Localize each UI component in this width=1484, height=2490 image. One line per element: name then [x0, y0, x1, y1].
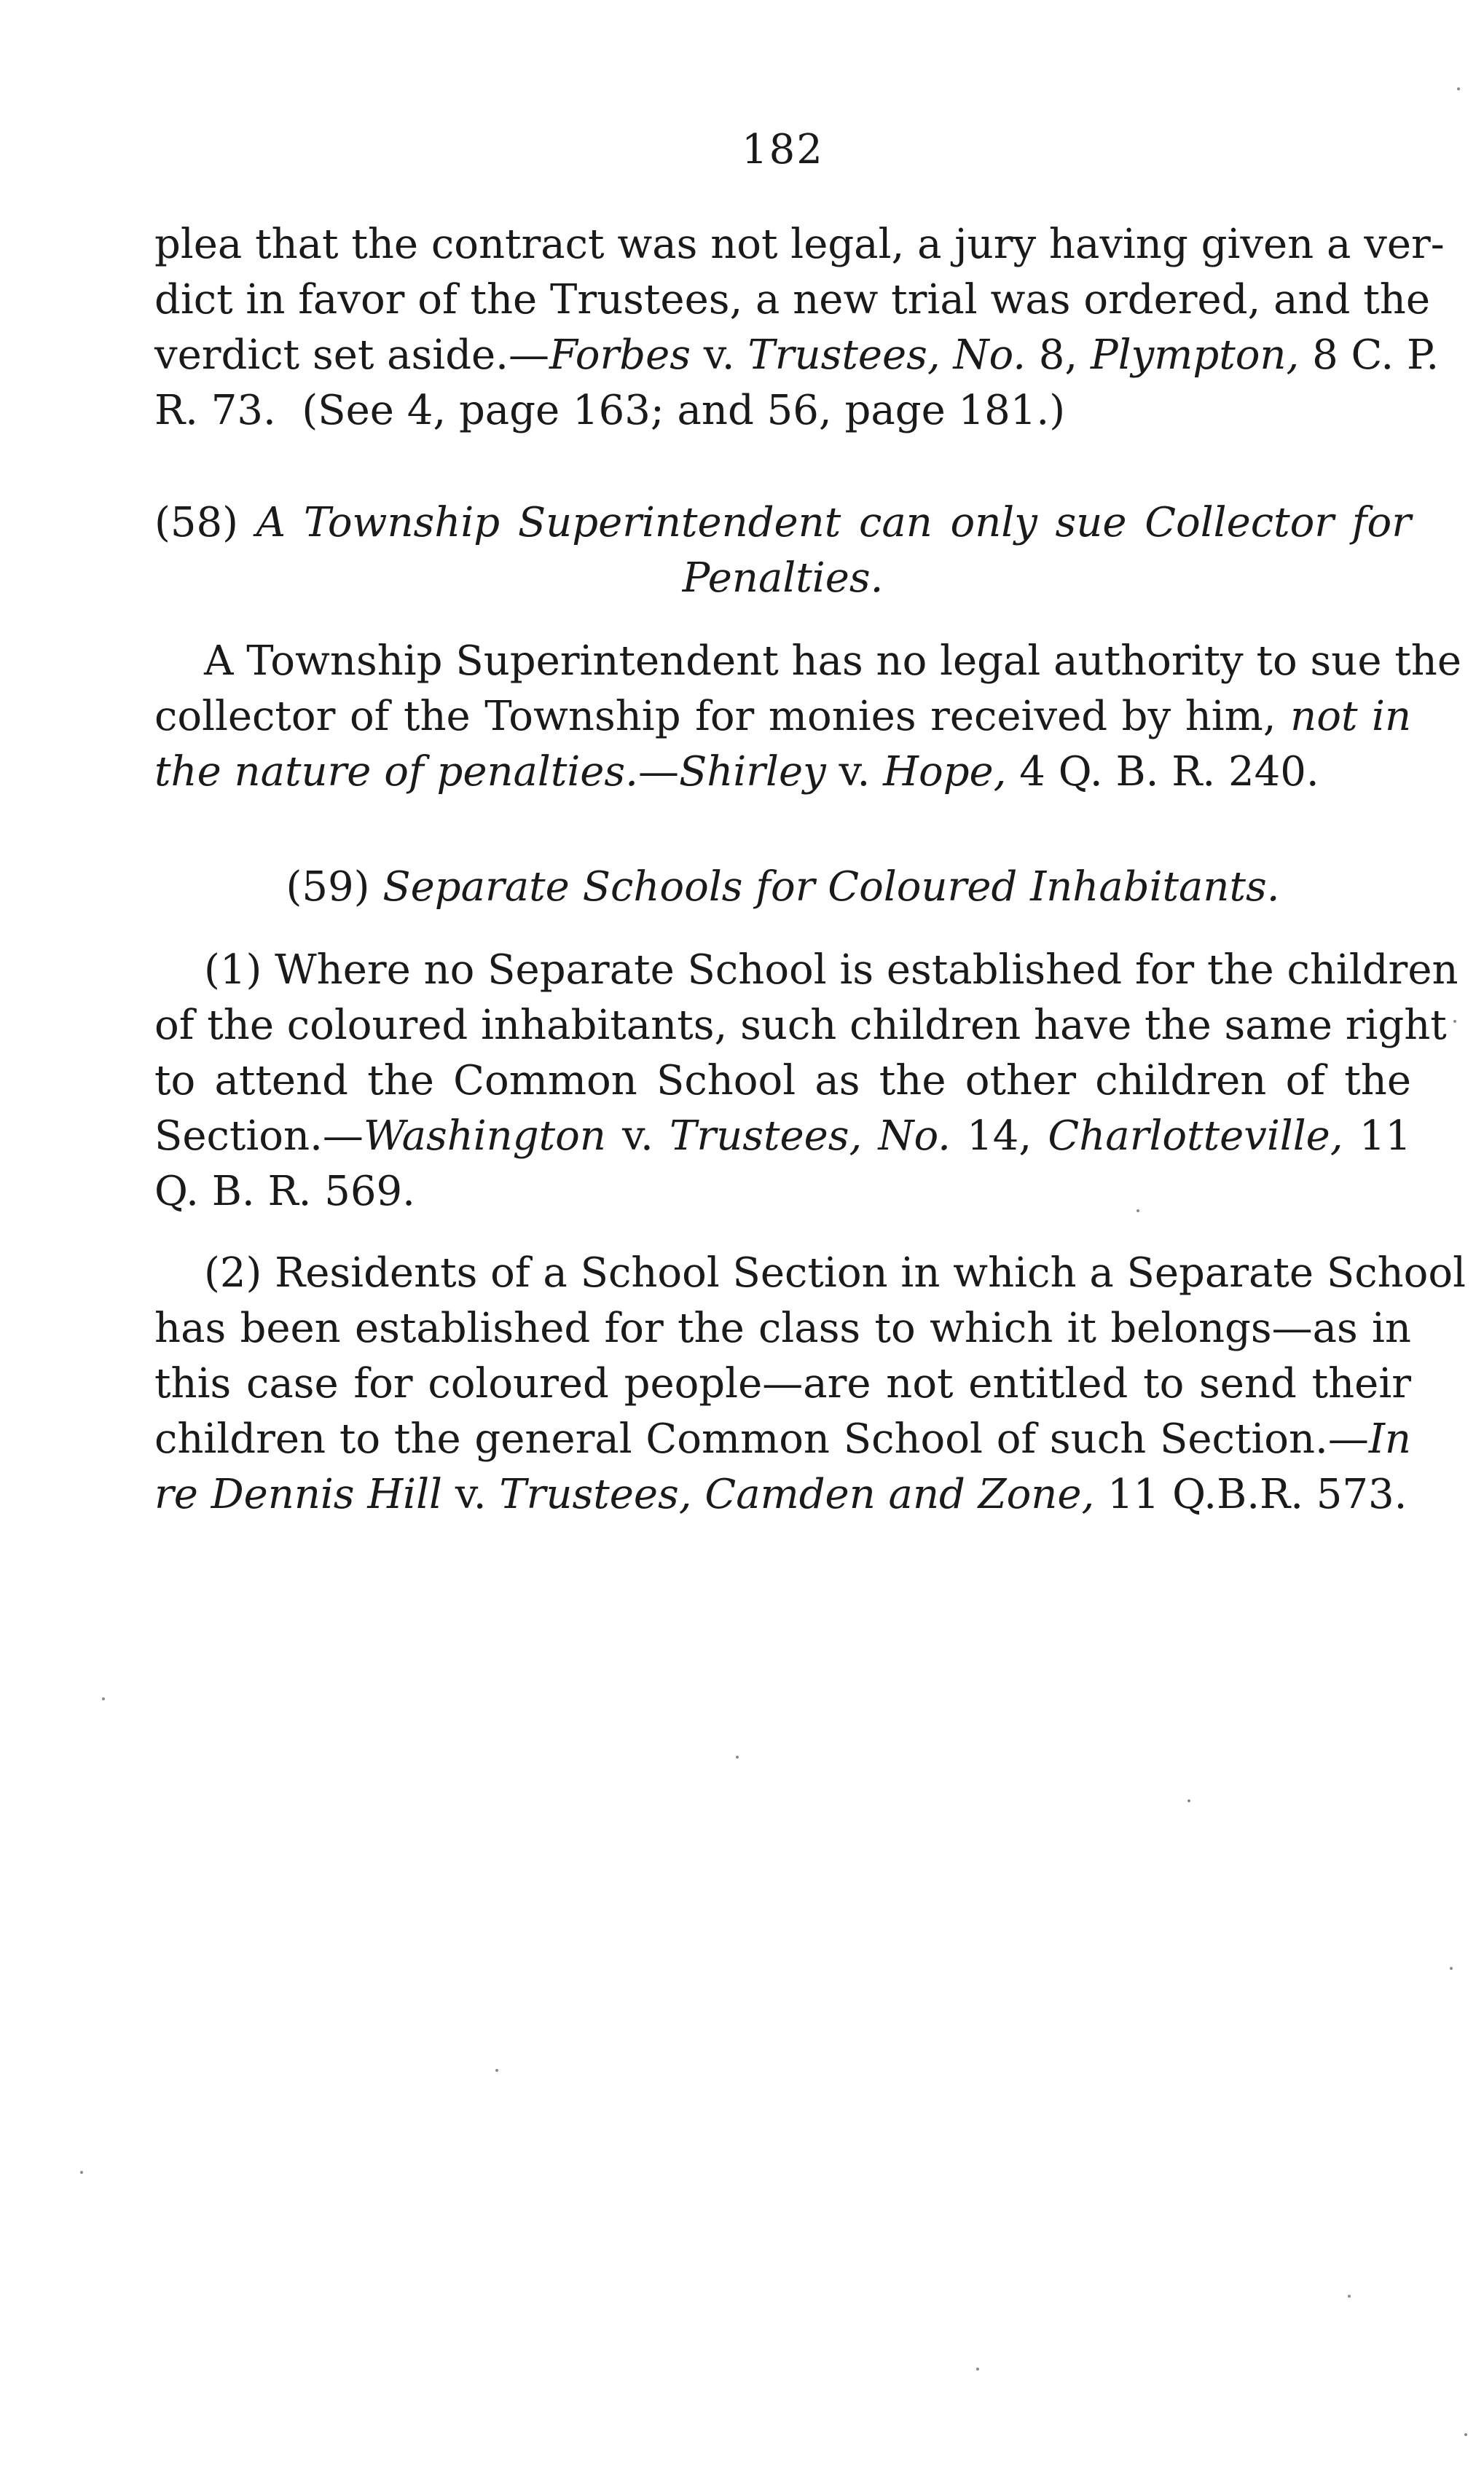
paragraph-line: dict in favor of the Trustees, a new trial was ordered, and the — [154, 276, 1430, 323]
scan-speck — [1348, 2295, 1351, 2298]
section-heading-58: (58) A Township Superintendent can only sue Collector for — [154, 499, 1411, 546]
scan-speck — [736, 1756, 739, 1759]
paragraph-line: Section.—Washington v. Trustees, No. 14, Charlotteville, 11 — [154, 1112, 1411, 1160]
section-heading-59: (59) Separate Schools for Coloured Inhabitants. — [286, 863, 1280, 911]
paragraph-line: plea that the contract was not legal, a jury having given a ver- — [154, 221, 1445, 268]
paragraph-line: to attend the Common School as the other children of the — [154, 1057, 1411, 1104]
paragraph-line: Q. B. R. 569. — [154, 1168, 415, 1215]
scan-speck — [1453, 1020, 1456, 1023]
paragraph-line: verdict set aside.—Forbes v. Trustees, No. 8, Plympton, 8 C. P. — [154, 331, 1440, 379]
scan-speck — [1457, 87, 1460, 90]
paragraph-line: (1) Where no Separate School is established for the children — [204, 946, 1459, 994]
scan-speck — [495, 2069, 498, 2072]
paragraph-line: re Dennis Hill v. Trustees, Camden and Zone, 11 Q.B.R. 573. — [154, 1471, 1408, 1518]
paragraph-line: of the coloured inhabitants, such children have the same right — [154, 1002, 1447, 1049]
paragraph-line: collector of the Township for monies received by him, not in — [154, 693, 1412, 740]
paragraph-line: R. 73. (See 4, page 163; and 56, page 181.) — [154, 387, 1066, 434]
scan-speck — [1464, 2433, 1467, 2436]
paragraph-line: (2) Residents of a School Section in which a Separate School — [204, 1249, 1466, 1297]
paragraph-line: this case for coloured people—are not entitled to send their — [154, 1360, 1411, 1407]
page-number: 182 — [742, 126, 824, 173]
scan-speck — [80, 2171, 83, 2174]
section-heading-58-continued: Penalties. — [682, 554, 884, 602]
paragraph-line: has been established for the class to which it belongs—as in — [154, 1305, 1411, 1352]
scan-speck — [1136, 1209, 1139, 1212]
paragraph-line: A Township Superintendent has no legal authority to sue the — [204, 637, 1461, 685]
paragraph-line: children to the general Common School of such Section.—In — [154, 1415, 1411, 1463]
scan-speck — [102, 1697, 105, 1700]
paragraph-line: the nature of penalties.—Shirley v. Hope, 4 Q. B. R. 240. — [154, 748, 1319, 796]
scan-speck — [976, 2368, 979, 2371]
scan-speck — [1187, 1799, 1190, 1802]
scan-speck — [1450, 1967, 1453, 1970]
